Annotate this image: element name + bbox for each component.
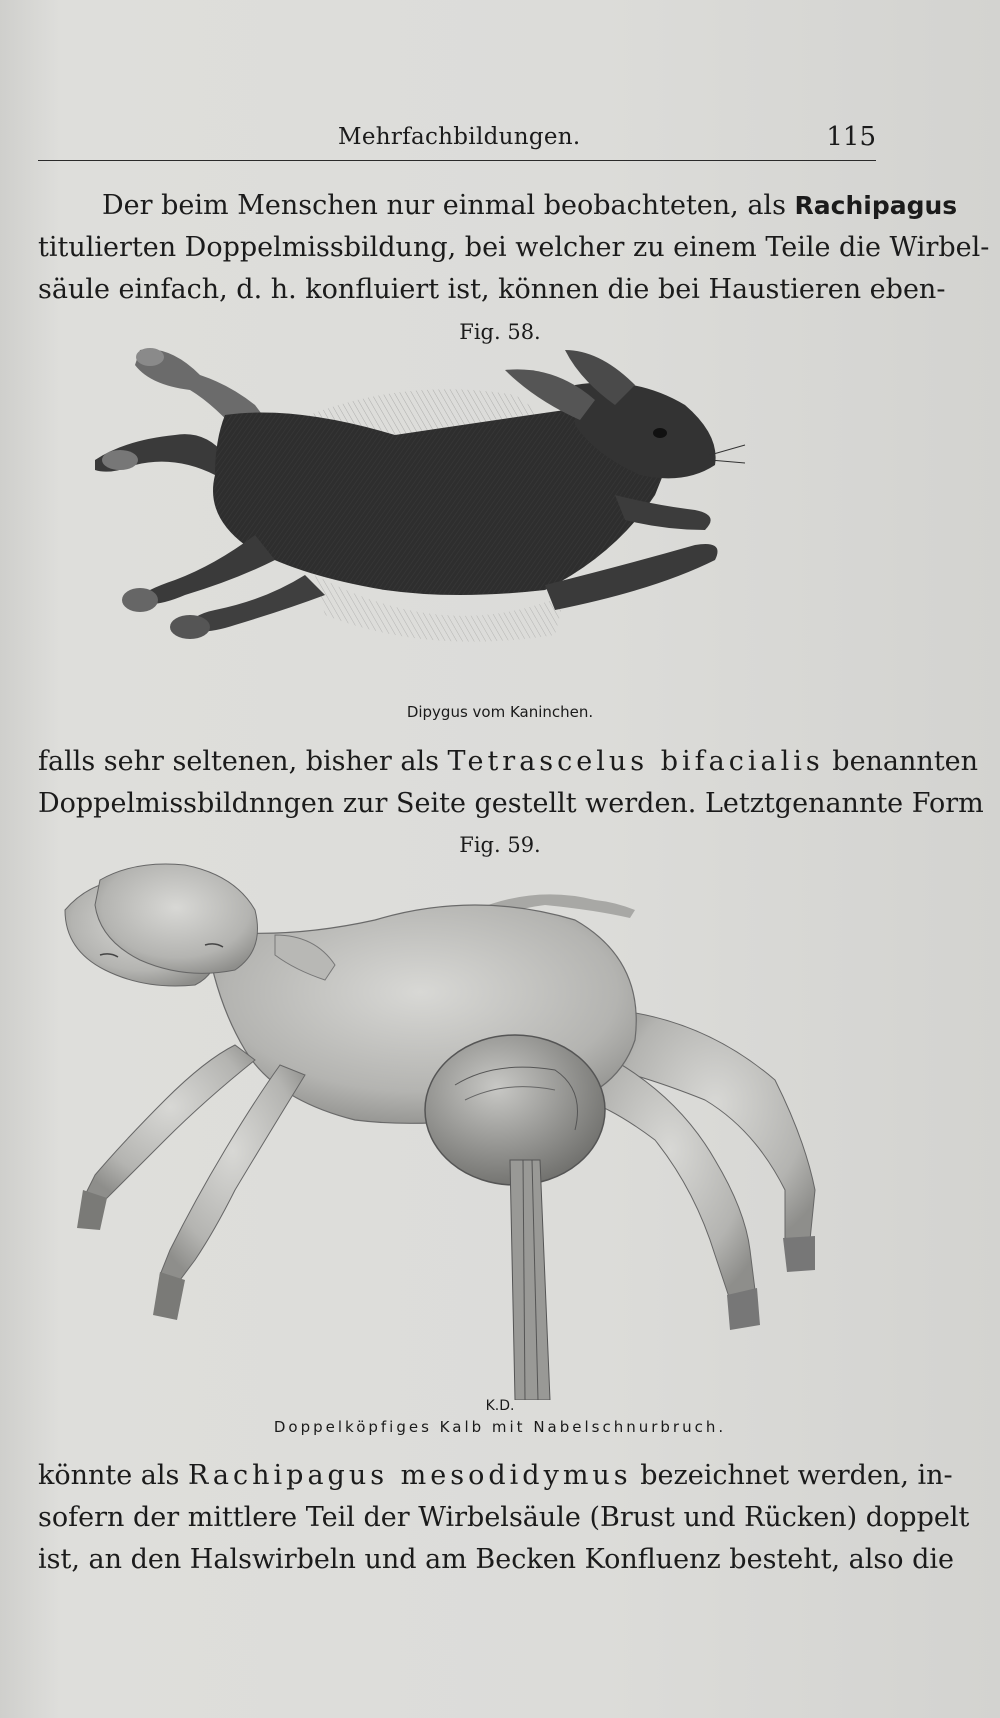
paragraph-3 [38, 1455, 970, 1581]
term-tetrascelus-bifacialis: Tetrascelus bifacialis [447, 746, 824, 777]
paragraph-1-line-3: säule einfach, d. h. konfluiert ist, können die bei Haustieren eben- [38, 274, 946, 305]
figure-59-caption: Doppelköpfiges Kalb mit Nabelschnurbruch. [273, 1418, 727, 1436]
paragraph-1-line-2: titulierten Doppelmissbildung, bei welcher zu einem Teile die Wirbel- [38, 232, 990, 263]
page-header [38, 120, 876, 161]
figure-58-illustration [95, 345, 795, 685]
term-rachipagus: Rachipagus [794, 191, 958, 220]
figure-59-label: Fig. 59. [459, 833, 541, 857]
paragraph-2 [38, 741, 984, 825]
paragraph-2-line-2: Doppelmissbildnngen zur Seite gestellt werden. Letztgenannte Form [38, 788, 984, 819]
paragraph-1 [38, 185, 990, 311]
figure-59-signature: K.D. [485, 1398, 515, 1414]
paragraph-1-line-1: Der beim Menschen nur einmal beobachteten, als Rachipagus [102, 190, 958, 221]
paragraph-2-line-1: falls sehr seltenen, bisher als Tetrascelus bifacialis benannten [38, 746, 979, 777]
term-rachipagus-mesodidymus: Rachipagus mesodidymus [187, 1460, 632, 1491]
figure-58-label: Fig. 58. [459, 320, 541, 344]
paragraph-3-line-1: könnte als Rachipagus mesodidymus bezeichnet werden, in- [38, 1460, 953, 1491]
page-number: 115 [826, 122, 876, 152]
paragraph-3-line-3: ist, an den Halswirbeln und am Becken Konfluenz besteht, also die [38, 1544, 954, 1575]
figure-58-caption: Dipygus vom Kaninchen. [406, 703, 594, 721]
running-title: Mehrfachbildungen. [338, 124, 581, 150]
figure-59-illustration [55, 860, 855, 1400]
paragraph-3-line-2: sofern der mittlere Teil der Wirbelsäule (Brust und Rücken) doppelt [38, 1502, 970, 1533]
